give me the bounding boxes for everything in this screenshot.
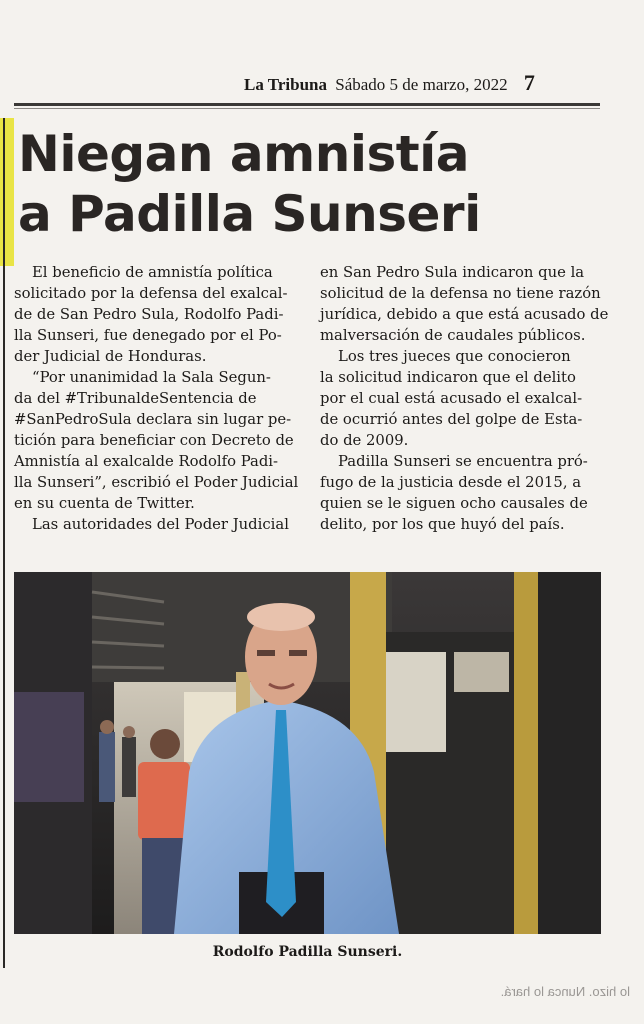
body-line: tición para beneficiar con Decreto de xyxy=(14,432,294,449)
article-column-left xyxy=(14,262,299,535)
body-line: lla Sunseri”, escribió el Poder Judicial xyxy=(14,474,299,491)
body-line: solicitud de la defensa no tiene razón xyxy=(320,285,601,302)
body-line: der Judicial de Honduras. xyxy=(14,348,207,365)
publication-name: La Tribuna xyxy=(244,75,327,94)
body-line: Padilla Sunseri se encuentra pró- xyxy=(338,453,588,470)
body-line: “Por unanimidad la Sala Segun- xyxy=(32,369,271,386)
header-rule xyxy=(14,103,600,106)
body-line: por el cual está acusado el exalcal- xyxy=(320,390,583,407)
body-line: lla Sunseri, fue denegado por el Po- xyxy=(14,327,282,344)
body-line: delito, por los que huyó del país. xyxy=(320,516,565,533)
header-rule-thin xyxy=(14,108,600,109)
body-line: solicitado por la defensa del exalcal- xyxy=(14,285,288,302)
body-line: jurídica, debido a que está acusado de xyxy=(320,306,609,323)
article-photo xyxy=(14,572,601,934)
article-column-right xyxy=(320,262,609,535)
headline-line-2: a Padilla Sunseri xyxy=(18,185,481,243)
body-line: quien se le siguen ocho causales de xyxy=(320,495,588,512)
photo-illustration xyxy=(14,572,601,934)
body-line: #SanPedroSula declara sin lugar pe- xyxy=(14,411,292,428)
body-line: do de 2009. xyxy=(320,432,409,449)
headline xyxy=(18,124,598,244)
body-line: da del #TribunaldeSentencia de xyxy=(14,390,257,407)
body-line: Las autoridades del Poder Judicial xyxy=(32,516,289,533)
body-line: Los tres jueces que conocieron xyxy=(338,348,571,365)
body-line: de ocurrió antes del golpe de Esta- xyxy=(320,411,583,428)
body-line: en San Pedro Sula indicaron que la xyxy=(320,264,585,281)
body-line: malversación de caudales públicos. xyxy=(320,327,586,344)
page-header xyxy=(244,70,604,100)
body-line: El beneficio de amnistía política xyxy=(32,264,273,281)
body-line: de de San Pedro Sula, Rodolfo Padi- xyxy=(14,306,284,323)
body-line: la solicitud indicaron que el delito xyxy=(320,369,576,386)
column-divider-left xyxy=(3,118,5,968)
bleed-through-text: lo hizo. Nunca lo hará. xyxy=(500,984,630,999)
photo-caption: Rodolfo Padilla Sunseri. xyxy=(212,944,403,960)
body-line: Amnistía al exalcalde Rodolfo Padi- xyxy=(14,453,279,470)
page-number: 7 xyxy=(523,70,535,95)
publication-date: Sábado 5 de marzo, 2022 xyxy=(335,75,508,94)
headline-line-1: Niegan amnistía xyxy=(18,125,470,183)
body-line: fugo de la justicia desde el 2015, a xyxy=(320,474,582,491)
body-line: en su cuenta de Twitter. xyxy=(14,495,195,512)
